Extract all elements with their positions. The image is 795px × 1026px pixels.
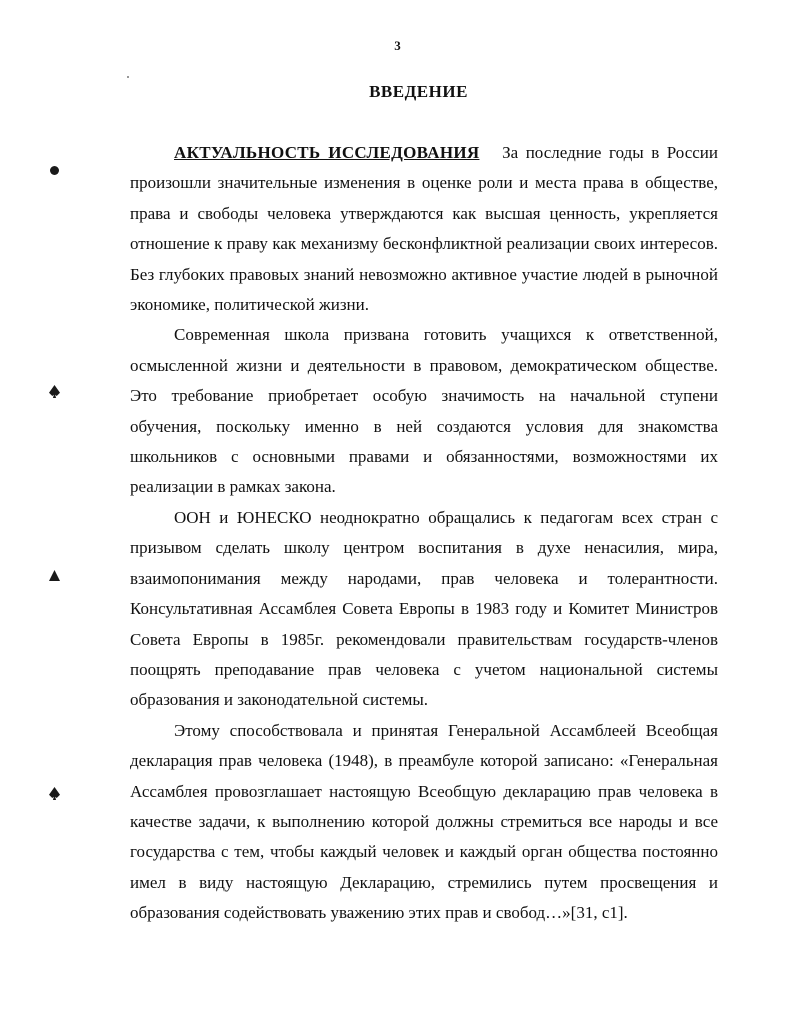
scan-speck <box>127 76 129 78</box>
paragraph-1 <box>130 138 718 320</box>
binding-mark-icon <box>50 166 59 175</box>
page-number: 3 <box>394 38 401 53</box>
paragraph-2: Современная школа призвана готовить учащихся к ответственной, осмысленной жизни и деятельности в правовом, демократическом обществе. Это требование приобретает особую значимость на начальной ступени обучения, поскольку именно в ней создаются условия для знакомства школьников с основными правами и обязанностями, возможностями их реализации в рамках закона. <box>130 325 718 497</box>
paragraph-4: Этому способствовала и принятая Генеральной Ассамблеей Всеобщая декларация прав человека (1948), в преамбуле которой записано: «Генеральная Ассамблея провозглашает настоящую Всеобщую декларацию прав человека в качестве задачи, к выполнению которой должны стремиться все народы и все государства с тем, чтобы каждый человек и каждый орган общества постоянно имел в виду настоящую Декларацию, стремились путем просвещения и образования содействовать уважению этих прав и свобод…»[31, с1]. <box>130 720 718 923</box>
paragraph-text: За последние годы в России произошли значительные изменения в оценке роли и места права в обществе, права и свободы человека утверждаются как высшая ценность, укрепляется отношение к праву как механизму бесконфликтной реализации своих интересов. Без глубоких правовых знаний невозможно активное участие людей в рыночной экономике, политической жизни. <box>130 143 719 315</box>
binding-mark-icon <box>49 385 60 398</box>
page-title: ВВЕДЕНИЕ <box>369 82 468 101</box>
binding-mark-icon <box>49 570 60 581</box>
paragraph-3: ООН и ЮНЕСКО неоднократно обращались к педагогам всех стран с призывом сделать школу центром воспитания в духе ненасилия, мира, взаимопонимания между народами, прав человека и толерантности. Консультативная Ассамблея Совета Европы в 1983 году и Комитет Министров Совета Европы в 1985г. рекомендовали правительствам государств-членов поощрять преподавание прав человека с учетом национальной системы образования и законодательной системы. <box>130 507 718 710</box>
document-body <box>130 138 718 929</box>
section-heading: АКТУАЛЬНОСТЬ ИССЛЕДОВАНИЯ <box>174 143 480 162</box>
binding-mark-icon <box>49 787 60 800</box>
